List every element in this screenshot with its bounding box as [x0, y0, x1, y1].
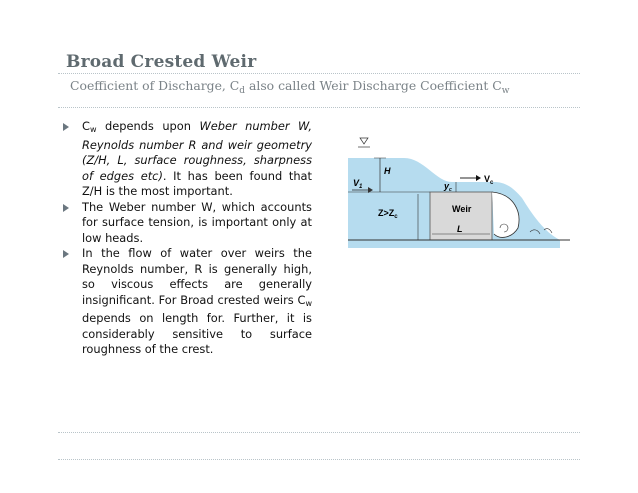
bullet-arrow-icon: [63, 123, 69, 131]
bullet-text-3: [82, 246, 312, 358]
divider-mid: [58, 107, 580, 108]
bullet-item-2: [62, 200, 312, 247]
bullet-1-text-b: . It has been found that Z/H is the most important.: [82, 168, 312, 198]
label-v1: $V_1$: [353, 178, 363, 190]
bullet-3-text-b: depends on length for. Further, it is considerably sensitive to surface roughness of the crest.: [82, 311, 312, 356]
label-weir: Weir: [452, 204, 472, 214]
bullet-item-3: [62, 246, 312, 358]
vc-arrow-icon: [476, 175, 481, 181]
subtitle-part2: also called Weir Discharge Coefficient C: [245, 78, 502, 93]
bullet-1-text-a: depends upon: [96, 119, 200, 133]
bullet-text-1: [82, 119, 312, 200]
label-z-zc: $Z>Z_c$: [378, 208, 398, 220]
label-l: L: [457, 224, 463, 234]
weir-diagram: [344, 136, 576, 251]
cw-subscript: w: [305, 298, 312, 308]
bullet-arrow-icon: [63, 250, 69, 258]
bullet-item-1: [62, 119, 312, 200]
subtitle-part1: Coefficient of Discharge, C: [70, 78, 240, 93]
divider-footer: [58, 459, 580, 460]
divider-top: [58, 73, 580, 74]
label-yc: $y_c$: [444, 181, 452, 193]
label-vc: $V_c$: [484, 174, 494, 186]
slide-subtitle: [70, 78, 509, 96]
water-surface-marker-icon: [360, 138, 368, 144]
bullet-arrow-icon: [63, 204, 69, 212]
subtitle-sub2: w: [501, 86, 510, 96]
subtitle-sub1: d: [239, 86, 246, 96]
bullet-list: [62, 119, 312, 358]
cw-symbol: C: [82, 119, 90, 133]
bullet-3-text-a: In the flow of water over weirs the Reynolds number, R is generally high, so viscous effects are generally insignificant. For Broad crested weirs C: [82, 246, 312, 307]
label-h: H: [384, 166, 391, 176]
bullet-text-2: The Weber number W, which accounts for surface tension, is important only at low heads.: [82, 199, 312, 245]
divider-bottom: [58, 432, 580, 433]
bullet-1-italic: Weber number W, Reynolds number R and weir geometry (Z/H, L, surface roughness, sharpness of edges etc): [82, 119, 312, 183]
cw-subscript: w: [89, 125, 97, 134]
slide-title: Broad Crested Weir: [66, 52, 257, 72]
